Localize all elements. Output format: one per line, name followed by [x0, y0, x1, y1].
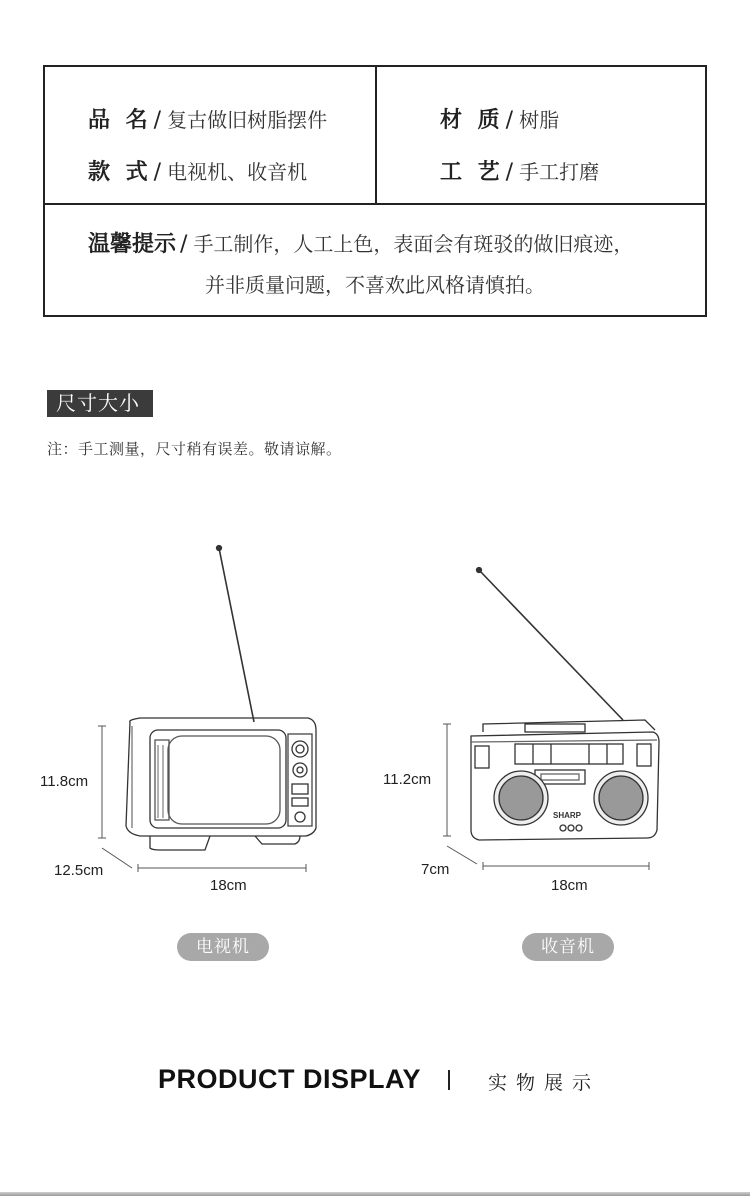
product-display-subtitle: 实物展示: [488, 1072, 601, 1094]
radio-illustration: [375, 530, 750, 900]
radio-depth-label: 7cm: [421, 861, 450, 878]
spec-material-row: [440, 103, 559, 134]
tip-line-1: [88, 227, 633, 258]
spec-divider: [375, 67, 377, 203]
spec-name-row: [88, 103, 327, 134]
tv-depth-label: 12.5cm: [54, 862, 104, 879]
name-value: 复古做旧树脂摆件: [167, 108, 328, 132]
craft-value: 手工打磨: [519, 160, 600, 184]
tv-width-label: 18cm: [210, 877, 247, 894]
size-note: 注：手工测量，尺寸稍有误差。敬请谅解。: [47, 440, 342, 458]
radio-brand-text: SHARP: [553, 811, 582, 820]
title-separator: [448, 1070, 450, 1090]
spec-top-section: [45, 67, 705, 205]
tip-label: 温馨提示: [88, 232, 177, 257]
material-value: 树脂: [519, 108, 560, 132]
radio-tag: 收音机: [522, 933, 614, 961]
slash: /: [505, 160, 514, 185]
spec-style-row: [88, 155, 307, 186]
slash: /: [153, 108, 162, 133]
radio-width-label: 18cm: [551, 877, 588, 894]
name-label: 品 名: [88, 108, 152, 133]
tip-text-1: 手工制作，人工上色，表面会有斑驳的做旧痕迹，: [193, 232, 634, 256]
tv-illustration: [0, 530, 375, 900]
style-label: 款 式: [88, 160, 152, 185]
tip-text-2: 并非质量问题，不喜欢此风格请慎拍。: [205, 273, 545, 297]
spec-table: [43, 65, 707, 317]
slash: /: [180, 232, 188, 257]
style-value: 电视机、收音机: [167, 160, 308, 184]
material-label: 材 质: [440, 108, 504, 133]
bottom-divider: [0, 1192, 750, 1196]
size-badge: 尺寸大小: [47, 390, 153, 417]
slash: /: [153, 160, 162, 185]
craft-label: 工 艺: [440, 160, 504, 185]
tv-height-label: 11.8cm: [40, 773, 89, 790]
radio-height-label: 11.2cm: [383, 771, 432, 788]
slash: /: [505, 108, 514, 133]
product-display-title: PRODUCT DISPLAY: [158, 1064, 422, 1094]
spec-craft-row: [440, 155, 599, 186]
tv-tag: 电视机: [177, 933, 269, 961]
